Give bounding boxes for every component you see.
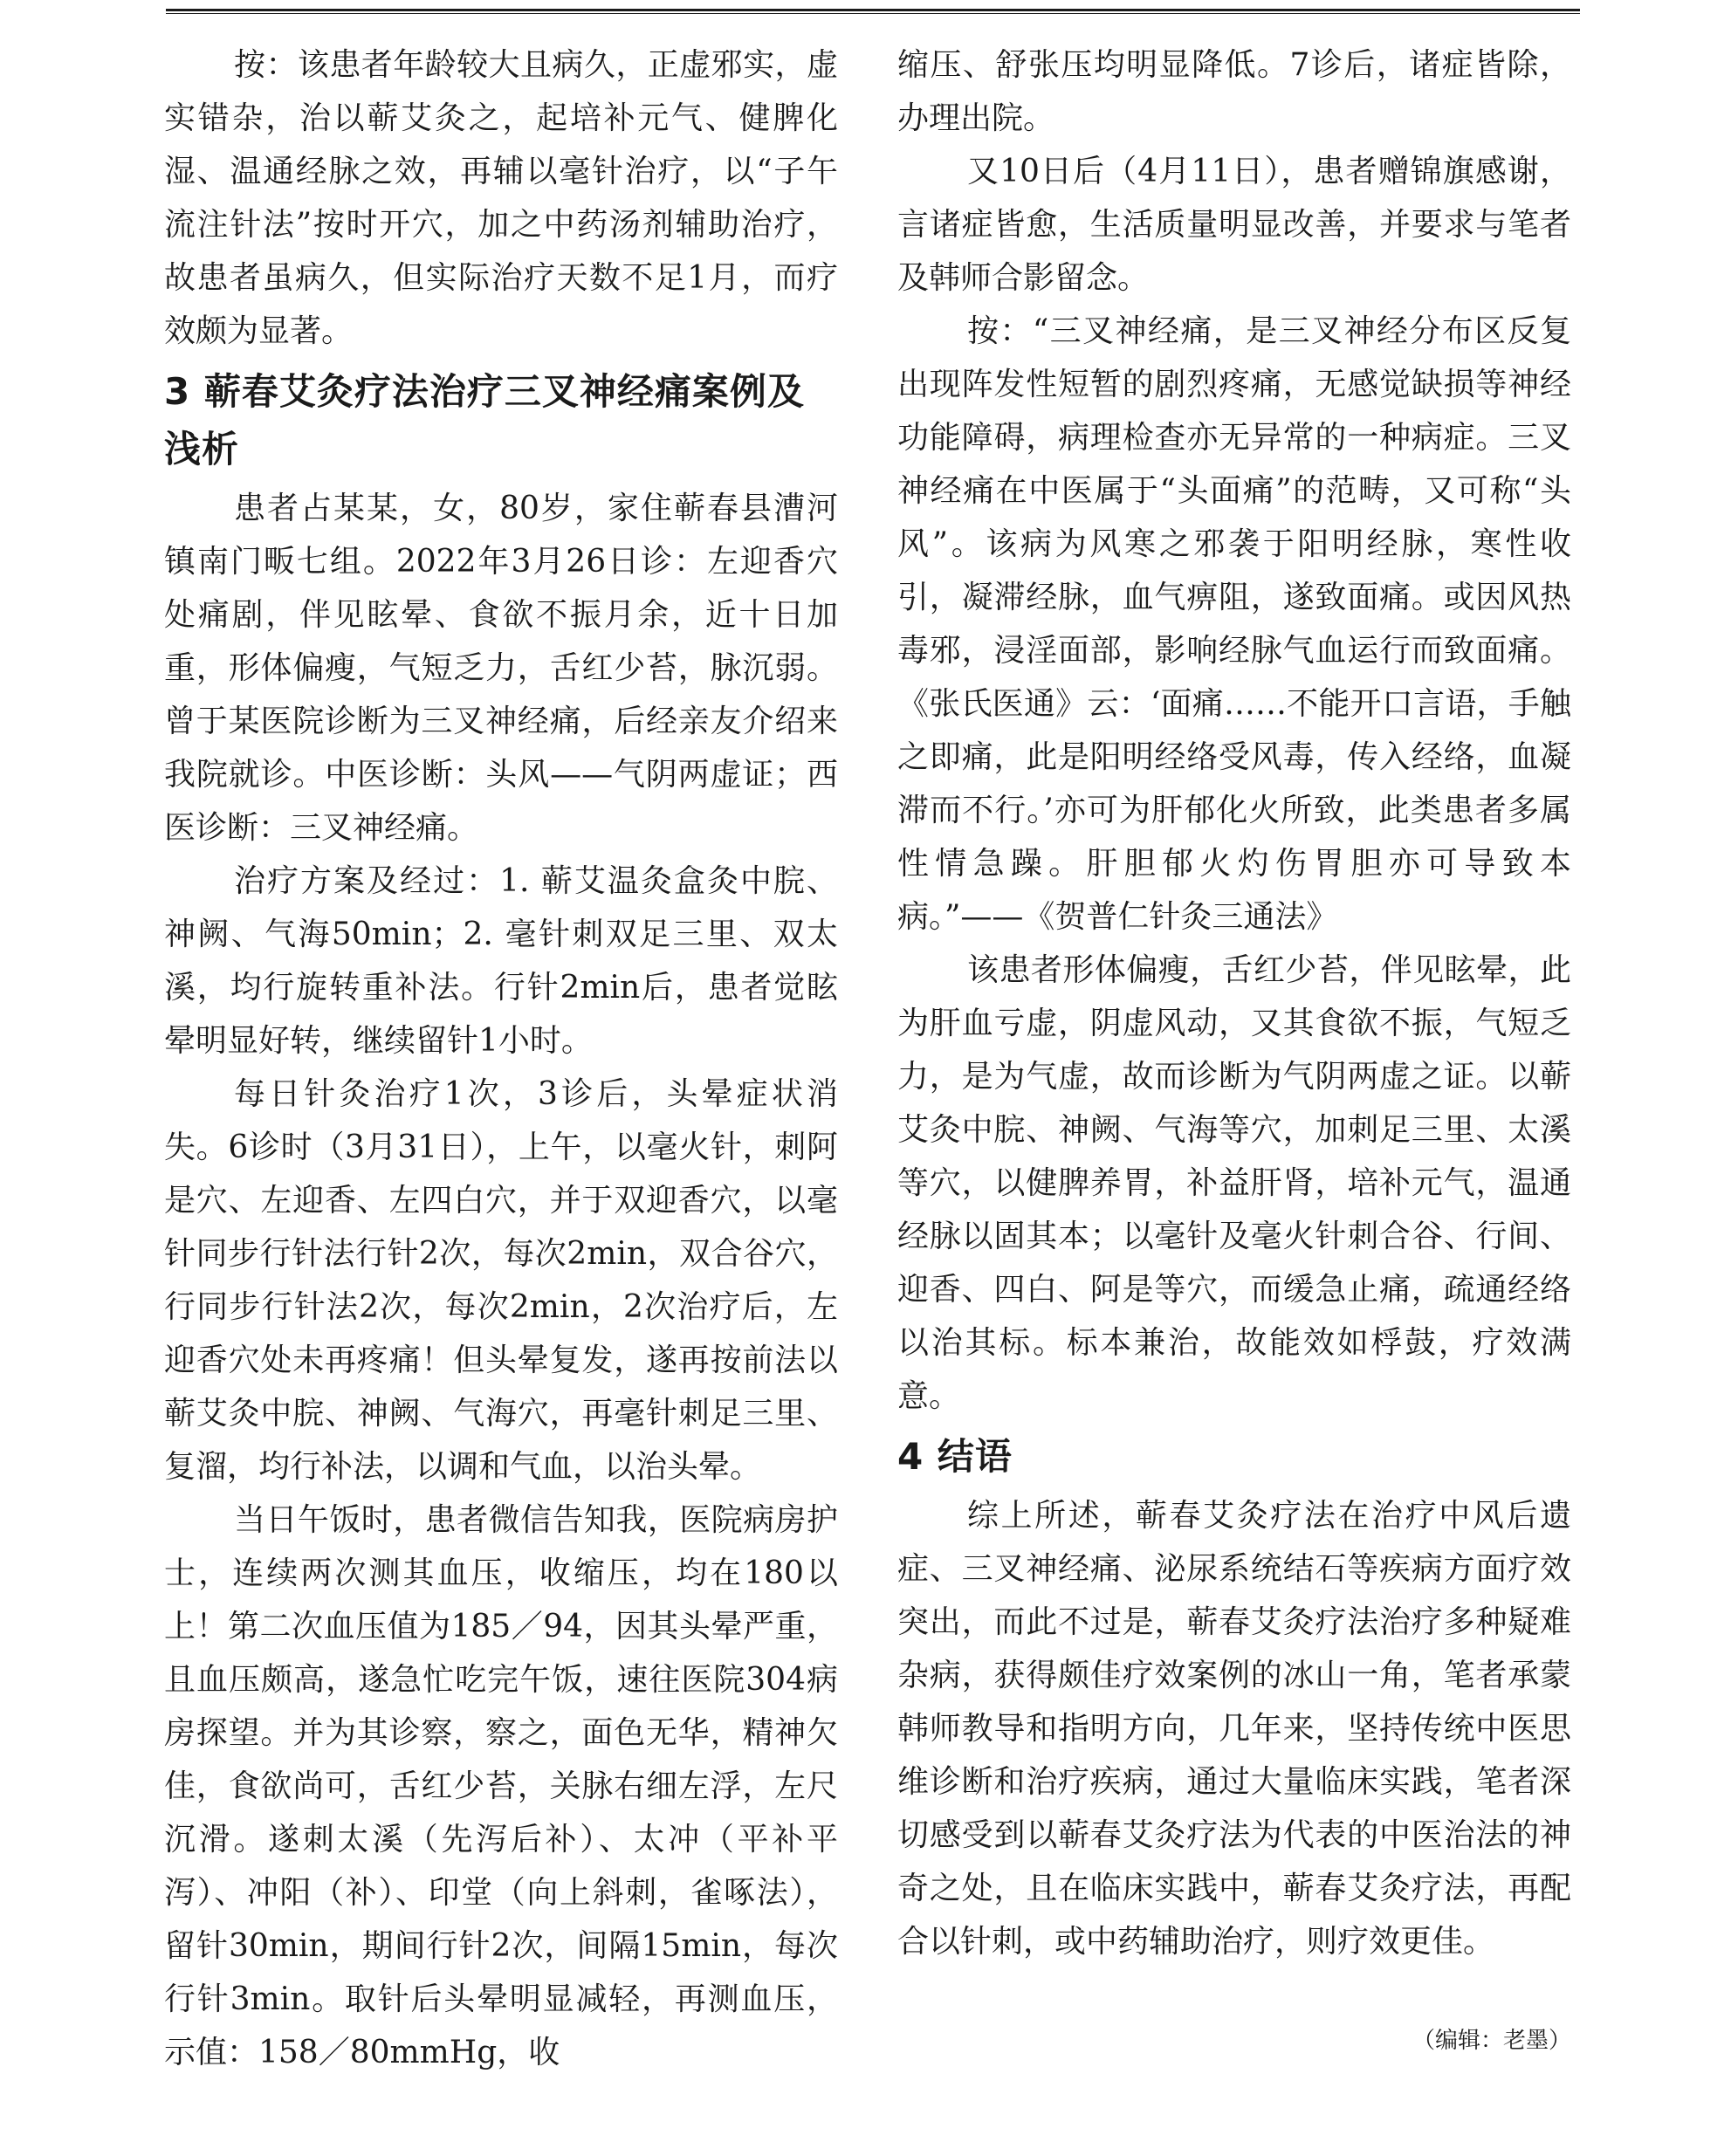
paragraph-treatment-plan: 治疗方案及经过：1. 蕲艾温灸盒灸中脘、神阙、气海50min；2. 毫针刺双足三里、双太溪，均行旋转重补法。行针2min后，患者觉眩晕明显好转，继续留针1小时。 (164, 863, 838, 1059)
paragraph-commentary-2: 按：“三叉神经痛，是三叉神经分布区反复出现阵发性短暂的剧烈疼痛，无感觉缺损等神经功能障碍，病理检查亦无异常的一种病症。三叉神经痛在中医属于“头面痛”的范畴，又可称“头风”。该病为风寒之邪袭于阳明经脉，寒性收引，凝滞经脉，血气痹阻，遂致面痛。或因风热毒邪，浸淫面部，影响经脉气血运行而致面痛。《张氏医通》云：‘面痛……不能开口言语，手触之即痛，此是阳明经络受风毒，传入经络，血凝滞而不行。’亦可为肝郁化火所致，此类患者多属性情急躁。肝胆郁火灼伤胃胆亦可导致本病。”——《贺普仁针灸三通法》 (897, 313, 1571, 935)
right-column (897, 38, 1571, 1968)
section-4-heading: 4 结语 (897, 1435, 1013, 1478)
header-rule-thin (166, 13, 1580, 14)
paragraph-followup: 又10日后（4月11日），患者赠锦旗感谢，言诸症皆愈，生活质量明显改善，并要求与笔者及韩师合影留念。 (897, 154, 1571, 296)
left-column (164, 38, 838, 2079)
section-3-heading: 3 蕲春艾灸疗法治疗三叉神经痛案例及浅析 (164, 370, 805, 470)
header-rule (166, 9, 1580, 11)
paragraph-analysis: 该患者形体偏瘦，舌红少苔，伴见眩晕，此为肝血亏虚，阴虚风动，又其食欲不振，气短乏力，是为气虚，故而诊断为气阴两虚之证。以蕲艾灸中脘、神阙、气海等穴，加刺足三里、太溪等穴，以健脾养胃，补益肝肾，培补元气，温通经脉以固其本；以毫针及毫火针刺合谷、行间、迎香、四白、阿是等穴，而缓急止痛，疏通经络以治其标。标本兼治，故能效如桴鼓，疗效满意。 (897, 952, 1571, 1414)
paragraph-daily-treatment: 每日针灸治疗1次，3诊后，头晕症状消失。6诊时（3月31日），上午，以毫火针，刺阿是穴、左迎香、左四白穴，并于双迎香穴，以毫针同步行针法行针2次，每次2min，双合谷穴，行同步行针法2次，每次2min，2次治疗后，左迎香穴处未再疼痛！但头晕复发，遂再按前法以蕲艾灸中脘、神阙、气海穴，再毫针刺足三里、复溜，均行补法，以调和气血，以治头晕。 (164, 1076, 838, 1485)
paragraph-conclusion: 综上所述，蕲春艾灸疗法在治疗中风后遗症、三叉神经痛、泌尿系统结石等疾病方面疗效突出，而此不过是，蕲春艾灸疗法治疗多种疑难杂病，获得颇佳疗效案例的冰山一角，笔者承蒙韩师教导和指明方向，几年来，坚持传统中医思维诊断和治疗疾病，通过大量临床实践，笔者深切感受到以蕲春艾灸疗法为代表的中医治法的神奇之处，且在临床实践中，蕲春艾灸疗法，再配合以针刺，或中药辅助治疗，则疗效更佳。 (897, 1498, 1571, 1960)
paragraph-case-intro: 患者占某某，女，80岁，家住蕲春县漕河镇南门畈七组。2022年3月26日诊：左迎香穴处痛剧，伴见眩晕、食欲不振月余，近十日加重，形体偏瘦，气短乏力，舌红少苔，脉沉弱。曾于某医院诊断为三叉神经痛，后经亲友介绍来我院就诊。中医诊断：头风——气阴两虚证；西医诊断：三叉神经痛。 (164, 491, 838, 846)
paragraph-commentary-1: 按：该患者年龄较大且病久，正虚邪实，虚实错杂，治以蕲艾灸之，起培补元气、健脾化湿、温通经脉之效，再辅以毫针治疗，以“子午流注针法”按时开穴，加之中药汤剂辅助治疗，故患者虽病久，但实际治疗天数不足1月，而疗效颇为显著。 (164, 47, 838, 349)
paragraph-blood-pressure: 当日午饭时，患者微信告知我，医院病房护士，连续两次测其血压，收缩压，均在180以上！第二次血压值为185／94，因其头晕严重，且血压颇高，遂急忙吃完午饭，速往医院304病房探望。并为其诊察，察之，面色无华，精神欠佳，食欲尚可，舌红少苔，关脉右细左浮，左尺沉滑。遂刺太溪（先泻后补）、太冲（平补平泻）、冲阳（补）、印堂（向上斜刺，雀啄法），留针30min，期间行针2次，间隔15min，每次行针3min。取针后头晕明显减轻，再测血压，示值：158／80mmHg，收 (164, 1502, 838, 2070)
paragraph-discharge: 缩压、舒张压均明显降低。7诊后，诸症皆除，办理出院。 (897, 47, 1571, 136)
editor-note: （编辑：老墨） (1412, 2028, 1571, 2054)
